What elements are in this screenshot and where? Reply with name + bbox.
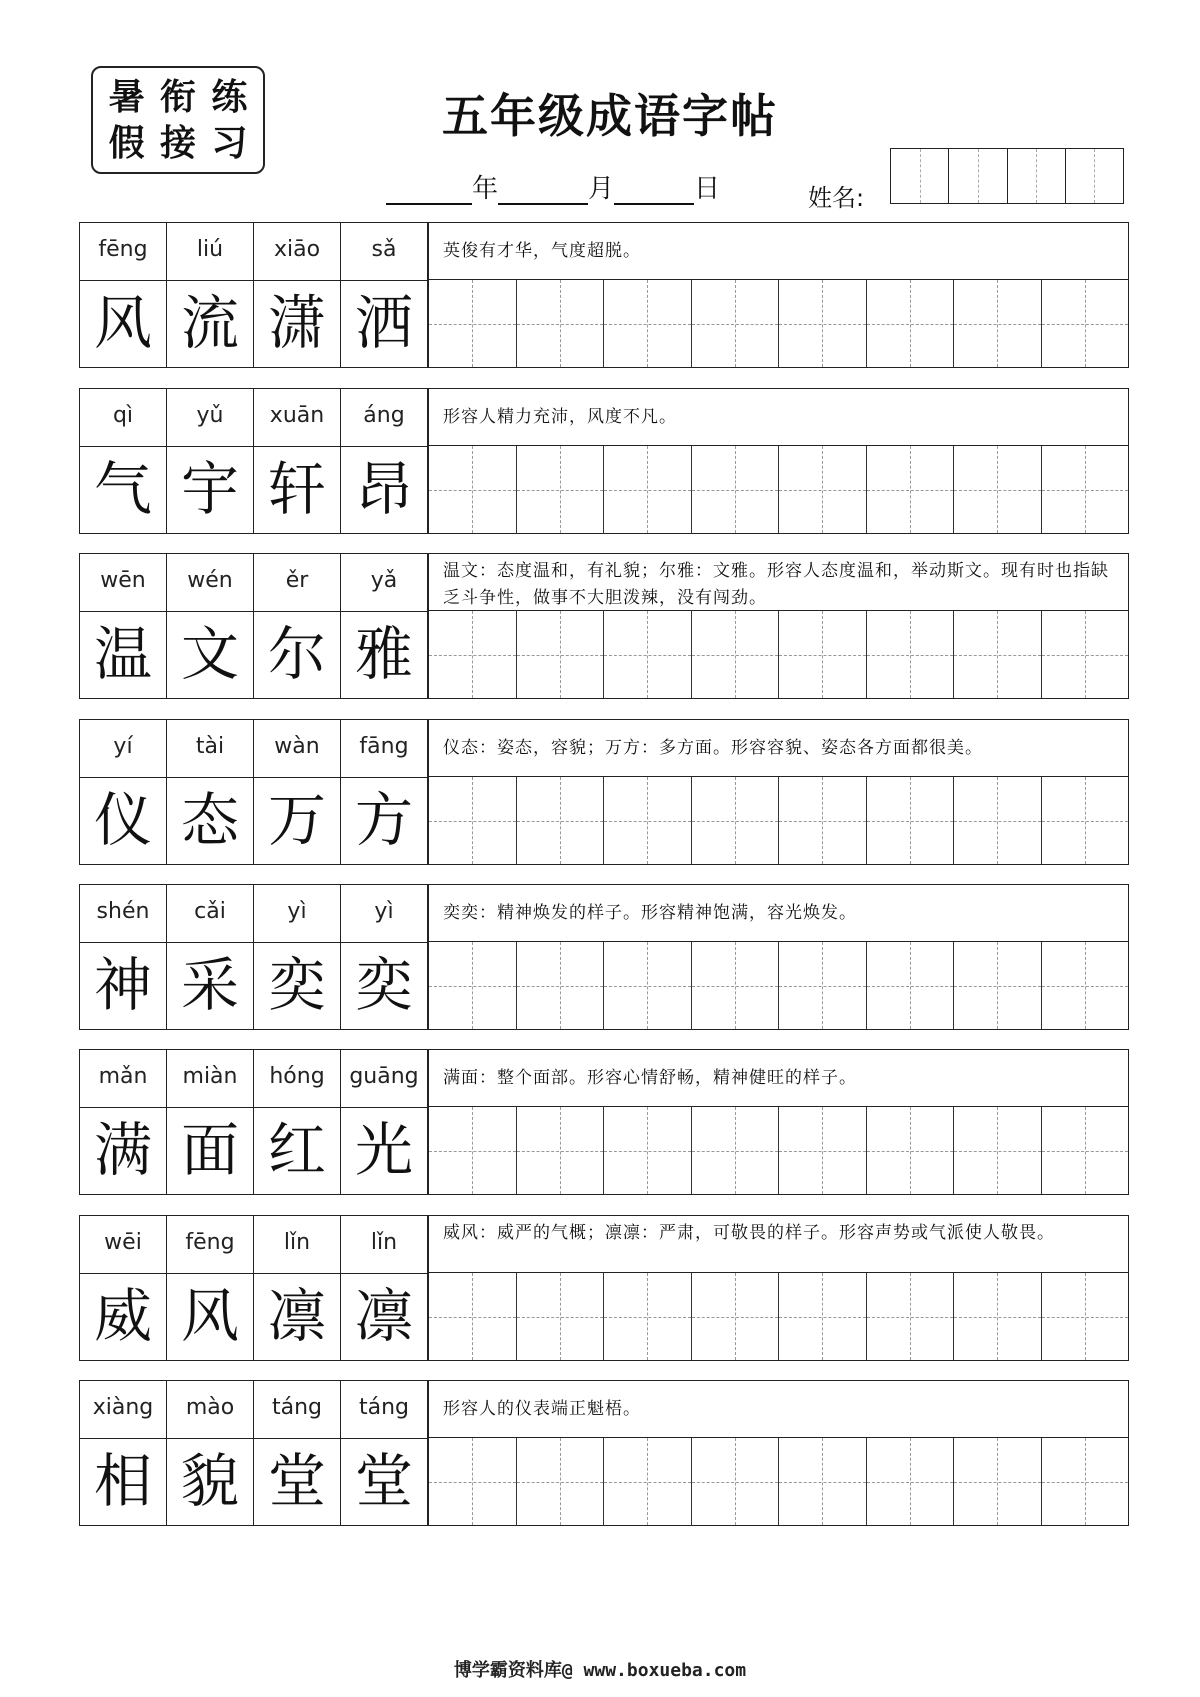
name-cell[interactable] [1066,149,1123,203]
year-label: 年 [472,174,499,204]
practice-cell[interactable] [604,611,692,698]
pinyin-cell: táng [341,1381,428,1438]
practice-cell[interactable] [954,777,1042,864]
name-cell[interactable] [949,149,1007,203]
pinyin-cell: fēng [167,1216,254,1273]
practice-grid [428,942,1128,1029]
pinyin-cell: áng [341,389,428,446]
pinyin-cell: ěr [254,554,341,611]
idiom-meaning: 奕奕：精神焕发的样子。形容精神饱满，容光焕发。 [428,885,1128,942]
pinyin-cell: xuān [254,389,341,446]
practice-cell[interactable] [429,777,517,864]
practice-cell[interactable] [1042,1273,1129,1360]
practice-cell[interactable] [954,1107,1042,1194]
idiom-meaning: 形容人精力充沛，风度不凡。 [428,389,1128,446]
practice-cell[interactable] [604,1273,692,1360]
pinyin-cell: fāng [341,720,428,777]
character-row [80,280,428,367]
practice-cell[interactable] [692,777,780,864]
badge-char: 衔 [159,76,196,118]
pinyin-cell: lǐn [341,1216,428,1273]
pinyin-row [80,554,428,612]
idiom-meaning: 仪态：姿态，容貌；万方：多方面。形容容貌、姿态各方面都很美。 [428,720,1128,777]
practice-cell[interactable] [604,446,692,533]
practice-cell[interactable] [1042,280,1129,367]
idiom-character: 红 [254,1107,341,1194]
practice-cell[interactable] [954,611,1042,698]
summer-practice-badge [91,66,265,174]
idiom-character: 满 [80,1107,167,1194]
practice-cell[interactable] [517,1438,605,1525]
practice-cell[interactable] [429,1438,517,1525]
practice-cell[interactable] [867,280,955,367]
practice-cell[interactable] [779,280,867,367]
name-grid[interactable] [890,148,1124,204]
name-label: 姓名: [808,184,865,212]
idiom-character: 洒 [341,280,428,367]
practice-grid [428,280,1128,367]
idiom-character: 态 [167,777,254,864]
practice-cell[interactable] [1042,942,1129,1029]
character-row [80,446,428,533]
idiom-character: 雅 [341,611,428,698]
idiom-character: 潇 [254,280,341,367]
day-label: 日 [694,174,721,204]
practice-cell[interactable] [954,280,1042,367]
practice-cell[interactable] [604,280,692,367]
practice-cell[interactable] [779,1438,867,1525]
practice-cell[interactable] [954,1273,1042,1360]
idiom-block [79,884,1129,1030]
pinyin-cell: yǎ [341,554,428,611]
idiom-character: 仪 [80,777,167,864]
practice-cell[interactable] [779,611,867,698]
practice-cell[interactable] [867,1107,955,1194]
idiom-block [79,553,1129,699]
idiom-character: 堂 [254,1438,341,1525]
pinyin-cell: wàn [254,720,341,777]
idiom-character: 万 [254,777,341,864]
practice-cell[interactable] [779,942,867,1029]
practice-cell[interactable] [517,777,605,864]
practice-cell[interactable] [604,1107,692,1194]
year-blank[interactable] [386,175,472,205]
idiom-character: 温 [80,611,167,698]
pinyin-cell: yí [80,720,167,777]
practice-grid [428,1438,1128,1525]
pinyin-cell: wēn [80,554,167,611]
idiom-character: 貌 [167,1438,254,1525]
practice-cell[interactable] [517,611,605,698]
idiom-block [79,1049,1129,1195]
pinyin-cell: xiāo [254,223,341,280]
character-row [80,942,428,1029]
idiom-character: 气 [80,446,167,533]
pinyin-row [80,389,428,447]
pinyin-cell: táng [254,1381,341,1438]
practice-cell[interactable] [692,1107,780,1194]
idiom-character: 流 [167,280,254,367]
badge-char: 接 [159,122,196,164]
idiom-character: 光 [341,1107,428,1194]
practice-cell[interactable] [517,1273,605,1360]
practice-cell[interactable] [517,446,605,533]
idiom-character: 方 [341,777,428,864]
practice-cell[interactable] [1042,1438,1129,1525]
practice-cell[interactable] [429,611,517,698]
practice-cell[interactable] [692,1273,780,1360]
pinyin-cell: hóng [254,1050,341,1107]
practice-cell[interactable] [1042,1107,1129,1194]
page-title: 五年级成语字帖 [442,89,778,143]
practice-cell[interactable] [867,1273,955,1360]
character-row [80,777,428,864]
badge-char: 假 [108,122,145,164]
character-row [80,1107,428,1194]
idiom-character: 凛 [341,1273,428,1360]
practice-cell[interactable] [604,1438,692,1525]
month-blank[interactable] [498,175,588,205]
pinyin-row [80,1216,428,1274]
footer-watermark: 博学霸资料库@ www.boxueba.com [453,1660,747,1681]
practice-cell[interactable] [779,1107,867,1194]
idiom-character: 神 [80,942,167,1029]
pinyin-row [80,1050,428,1108]
pinyin-cell: yǔ [167,389,254,446]
practice-cell[interactable] [429,1273,517,1360]
badge-row-1 [93,74,263,120]
practice-cell[interactable] [517,1107,605,1194]
idiom-character: 风 [167,1273,254,1360]
practice-grid [428,777,1128,864]
date-line [386,168,720,204]
badge-char: 暑 [108,76,145,118]
practice-cell[interactable] [867,446,955,533]
pinyin-cell: yì [254,885,341,942]
pinyin-cell: yì [341,885,428,942]
practice-cell[interactable] [692,280,780,367]
pinyin-row [80,885,428,943]
practice-cell[interactable] [954,1438,1042,1525]
practice-cell[interactable] [692,446,780,533]
pinyin-row [80,1381,428,1439]
idiom-character: 轩 [254,446,341,533]
pinyin-row [80,720,428,778]
idiom-character: 文 [167,611,254,698]
idiom-meaning: 满面：整个面部。形容心情舒畅，精神健旺的样子。 [428,1050,1128,1107]
character-row [80,611,428,698]
practice-cell[interactable] [429,942,517,1029]
idiom-block [79,719,1129,865]
practice-grid [428,1107,1128,1194]
idiom-character: 堂 [341,1438,428,1525]
practice-grid [428,611,1128,698]
idiom-character: 面 [167,1107,254,1194]
pinyin-cell: miàn [167,1050,254,1107]
idiom-block [79,1215,1129,1361]
idiom-meaning: 威风：威严的气概；凛凛：严肃，可敬畏的样子。形容声势或气派使人敬畏。 [428,1216,1128,1273]
idiom-block [79,388,1129,534]
practice-cell[interactable] [692,1438,780,1525]
idiom-block [79,1380,1129,1526]
practice-cell[interactable] [692,611,780,698]
idiom-character: 宇 [167,446,254,533]
badge-row-2 [93,120,263,166]
practice-cell[interactable] [867,1438,955,1525]
idiom-character: 相 [80,1438,167,1525]
practice-cell[interactable] [429,280,517,367]
pinyin-cell: sǎ [341,223,428,280]
practice-cell[interactable] [954,446,1042,533]
idiom-character: 采 [167,942,254,1029]
badge-char: 练 [211,76,248,118]
practice-cell[interactable] [1042,446,1129,533]
day-blank[interactable] [614,175,694,205]
practice-cell[interactable] [779,777,867,864]
practice-cell[interactable] [604,942,692,1029]
pinyin-cell: lǐn [254,1216,341,1273]
practice-grid [428,446,1128,533]
pinyin-cell: mǎn [80,1050,167,1107]
practice-cell[interactable] [779,1273,867,1360]
practice-cell[interactable] [692,942,780,1029]
pinyin-cell: guāng [341,1050,428,1107]
practice-cell[interactable] [867,942,955,1029]
idiom-character: 昂 [341,446,428,533]
month-label: 月 [588,174,615,204]
pinyin-row [80,223,428,281]
idiom-character: 凛 [254,1273,341,1360]
idiom-block [79,222,1129,368]
pinyin-cell: qì [80,389,167,446]
idiom-meaning: 温文：态度温和，有礼貌；尔雅：文雅。形容人态度温和，举动斯文。现有时也指缺乏斗争性，做事不大胆泼辣，没有闯劲。 [428,554,1128,611]
pinyin-cell: wēi [80,1216,167,1273]
practice-cell[interactable] [517,280,605,367]
pinyin-cell: wén [167,554,254,611]
pinyin-cell: liú [167,223,254,280]
practice-cell[interactable] [604,777,692,864]
pinyin-cell: tài [167,720,254,777]
pinyin-cell: fēng [80,223,167,280]
practice-cell[interactable] [779,446,867,533]
practice-cell[interactable] [867,777,955,864]
badge-char: 习 [211,122,248,164]
name-cell[interactable] [1008,149,1066,203]
idiom-meaning: 英俊有才华，气度超脱。 [428,223,1128,280]
idiom-character: 尔 [254,611,341,698]
practice-cell[interactable] [954,942,1042,1029]
practice-cell[interactable] [517,942,605,1029]
character-row [80,1438,428,1525]
idiom-character: 威 [80,1273,167,1360]
pinyin-cell: mào [167,1381,254,1438]
idiom-character: 风 [80,280,167,367]
practice-cell[interactable] [1042,611,1129,698]
idiom-character: 奕 [341,942,428,1029]
pinyin-cell: shén [80,885,167,942]
practice-cell[interactable] [429,1107,517,1194]
pinyin-cell: cǎi [167,885,254,942]
practice-grid [428,1273,1128,1360]
character-row [80,1273,428,1360]
idiom-meaning: 形容人的仪表端正魁梧。 [428,1381,1128,1438]
pinyin-cell: xiàng [80,1381,167,1438]
practice-cell[interactable] [429,446,517,533]
name-cell[interactable] [891,149,949,203]
practice-cell[interactable] [1042,777,1129,864]
practice-cell[interactable] [867,611,955,698]
idiom-character: 奕 [254,942,341,1029]
